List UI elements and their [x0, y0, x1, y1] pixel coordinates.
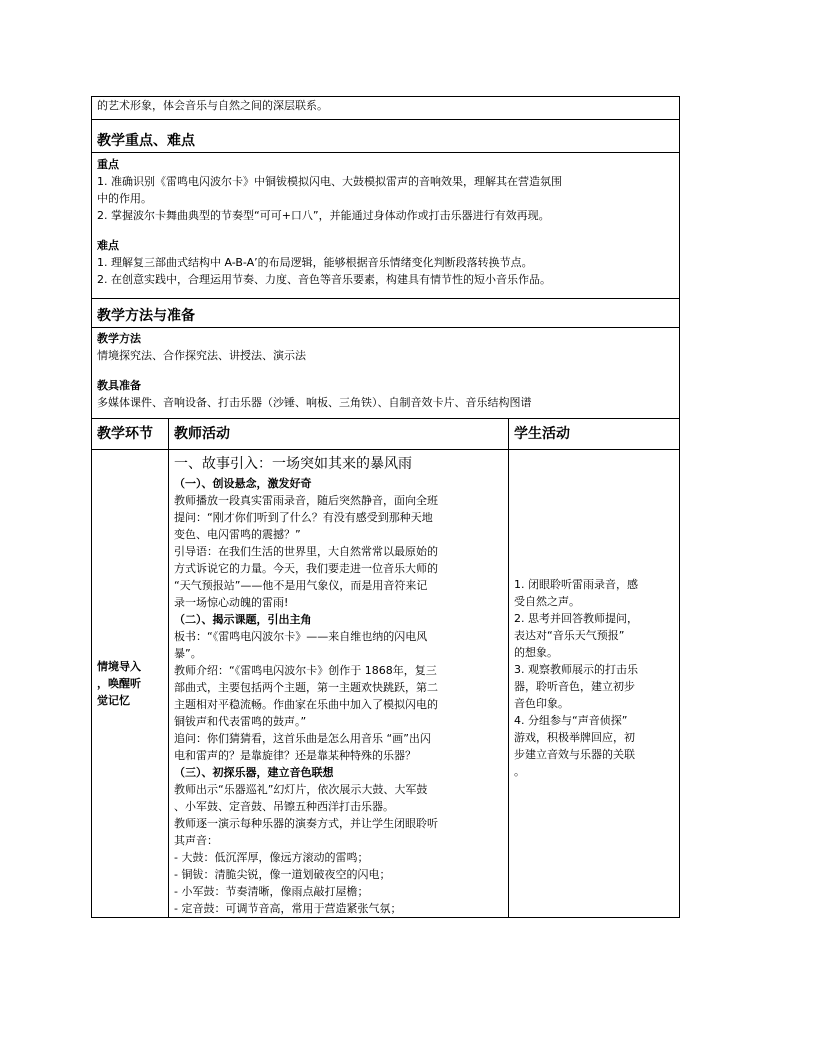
stage-line: 觉记忆 [97, 694, 130, 707]
teacher-line: 教师出示“乐器巡礼”幻灯片，依次展示大鼓、大军鼓 [174, 783, 428, 796]
method-text: 情境探究法、合作探究法、讲授法、演示法 [97, 349, 306, 362]
teacher-line: 录一场惊心动魄的雷雨! [174, 596, 289, 609]
teacher-line: 、小军鼓、定音鼓、吊镲五种西洋打击乐器。 [174, 800, 394, 813]
tools-label: 教具准备 [97, 379, 141, 392]
teacher-line: 电和雷声的？是靠旋律？还是靠某种特殊的乐器？ [174, 749, 416, 762]
student-line: 受自然之声。 [514, 595, 580, 608]
stage-line: 情境导入 [97, 660, 141, 673]
intro-row [92, 97, 680, 120]
activity-row [92, 450, 680, 918]
key-point-line: 1. 准确识别《雷鸣电闪波尔卡》中铜钹模拟闪电、大鼓模拟雷声的音响效果，理解其在营造氛围 [97, 175, 562, 188]
intro-tail-text: 的艺术形象，体会音乐与自然之间的深层联系。 [97, 99, 328, 112]
student-line: 3. 观察教师展示的打击乐 [514, 663, 638, 676]
stage-line: ，唤醒听 [97, 677, 141, 690]
intro-cell [92, 97, 680, 120]
methods-content-row [92, 328, 680, 419]
student-activity-lines [514, 576, 674, 780]
teacher-activity-lines [174, 475, 503, 917]
teacher-line: 变色、电闪雷鸣的震撼？” [174, 528, 301, 541]
tools-text: 多媒体课件、音响设备、打击乐器（沙锤、响板、三角铁）、自制音效卡片、音乐结构图谱 [97, 396, 532, 409]
teacher-line: - 大鼓：低沉浑厚，像远方滚动的雷鸣； [174, 851, 369, 864]
header-student: 学生活动 [509, 419, 680, 450]
teacher-line: 方式诉说它的力量。今天，我们要走进一位音乐大师的 [174, 562, 438, 575]
student-line: 步建立音效与乐器的关联 [514, 748, 635, 761]
focus-title-cell [92, 120, 680, 153]
difficulty-line: 2. 在创意实践中，合理运用节奏、力度、音色等音乐要素，构建具有情节性的短小音乐作品。 [97, 273, 551, 286]
teacher-line: - 定音鼓：可调节音高，常用于营造紧张气氛； [174, 902, 402, 915]
key-point-line: 2. 掌握波尔卡舞曲典型的节奏型“可可+口八”，并能通过身体动作或打击乐器进行有效再现。 [97, 209, 550, 222]
student-line: 音色印象。 [514, 697, 569, 710]
teacher-line: 部曲式，主要包括两个主题，第一主题欢快跳跃，第二 [174, 681, 438, 694]
focus-section-title: 教学重点、难点 [97, 133, 195, 149]
lesson-plan-table [91, 96, 680, 918]
teacher-line: 教师播放一段真实雷雨录音，随后突然静音，面向全班 [174, 494, 438, 507]
key-point-line: 中的作用。 [97, 192, 152, 205]
focus-content-row [92, 153, 680, 299]
focus-title-row [92, 120, 680, 153]
stage-cell [92, 450, 169, 918]
focus-content-cell [92, 153, 680, 299]
teacher-line: 追问：你们猜猜看，这首乐曲是怎么用音乐 “画”出闪 [174, 732, 431, 745]
teacher-line: 暴”。 [174, 647, 202, 660]
student-line: 1. 闭眼聆听雷雨录音，感 [514, 578, 638, 591]
methods-title-row [92, 299, 680, 328]
method-label: 教学方法 [97, 332, 141, 345]
teacher-line: 主题相对平稳流畅。作曲家在乐曲中加入了模拟闪电的 [174, 698, 438, 711]
teacher-section-title: 一、故事引入：一场突如其来的暴风雨 [174, 456, 412, 472]
teacher-line: 教师介绍：“《雷鸣电闪波尔卡》创作于 1868年，复三 [174, 664, 437, 677]
methods-section-title: 教学方法与准备 [97, 308, 195, 324]
teacher-line: “天气预报站”——他不是用气象仪，而是用音符来记 [174, 579, 428, 592]
student-line: 4. 分组参与“声音侦探” [514, 714, 628, 727]
difficulty-label: 难点 [97, 239, 119, 252]
methods-title-cell [92, 299, 680, 328]
methods-content-cell [92, 328, 680, 419]
teacher-line: 铜钹声和代表雷鸣的鼓声。” [174, 715, 307, 728]
student-line: 游戏，积极举牌回应，初 [514, 731, 635, 744]
teacher-line: 教师逐一演示每种乐器的演奏方式，并让学生闭眼聆听 [174, 817, 438, 830]
key-points-label: 重点 [97, 158, 119, 171]
activity-header-row [92, 419, 680, 450]
teacher-line: 提问：“刚才你们听到了什么？有没有感受到那种天地 [174, 511, 433, 524]
teacher-activity-cell [169, 450, 509, 918]
difficulty-line: 1. 理解复三部曲式结构中 A-B-A’的布局逻辑，能够根据音乐情绪变化判断段落转换节点。 [97, 256, 533, 269]
teacher-line: 板书：“《雷鸣电闪波尔卡》——来自维也纳的闪电风 [174, 630, 428, 643]
teacher-subsection-title: （一）、创设悬念，激发好奇 [174, 477, 312, 490]
teacher-line: - 铜钹：清脆尖锐，像一道划破夜空的闪电； [174, 868, 391, 881]
student-line: 的想象。 [514, 646, 558, 659]
header-stage: 教学环节 [92, 419, 169, 450]
teacher-line: - 小军鼓：节奏清晰，像雨点敲打屋檐； [174, 885, 369, 898]
header-teacher: 教师活动 [169, 419, 509, 450]
student-line: 器，聆听音色，建立初步 [514, 680, 635, 693]
student-line: 。 [514, 765, 525, 778]
student-line: 表达对“音乐天气预报” [514, 629, 625, 642]
teacher-subsection-title: （三）、初探乐器，建立音色联想 [174, 766, 334, 779]
teacher-line: 引导语：在我们生活的世界里，大自然常常以最原始的 [174, 545, 438, 558]
lesson-plan-page [91, 96, 679, 918]
teacher-subsection-title: （二）、揭示课题，引出主角 [174, 613, 312, 626]
student-activity-cell [509, 450, 680, 918]
student-line: 2. 思考并回答教师提问， [514, 612, 638, 625]
teacher-line: 其声音： [174, 834, 218, 847]
